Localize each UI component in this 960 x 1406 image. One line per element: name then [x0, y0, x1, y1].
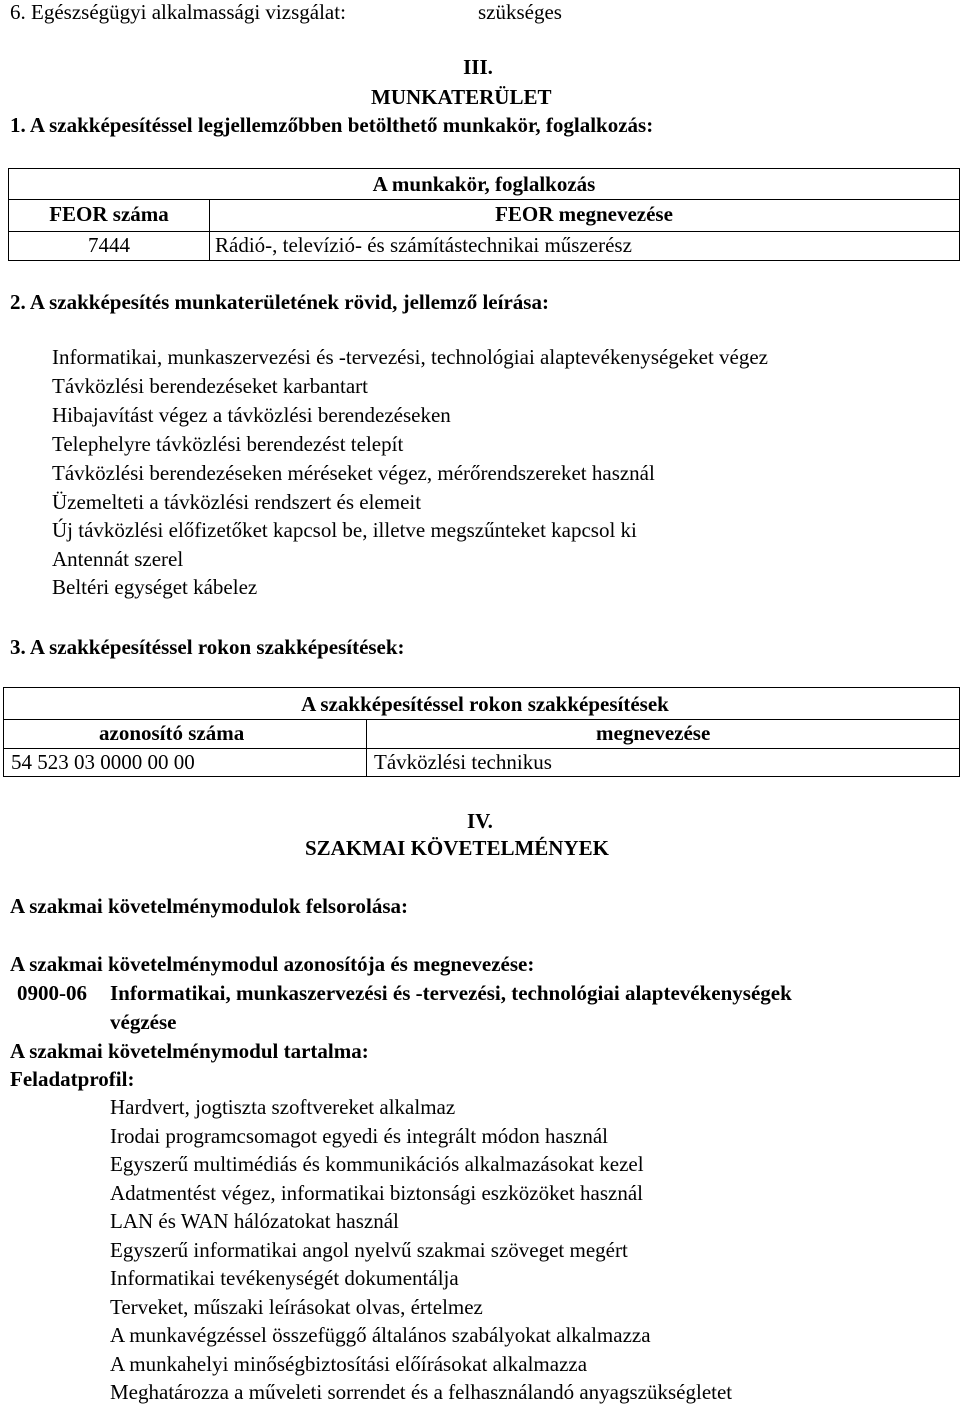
task-item: Egyszerű informatikai angol nyelvű szakmai szöveget megért [110, 1238, 628, 1262]
module-content-heading: A szakmai követelménymodul tartalma: [10, 1039, 369, 1063]
feor-name-cell: Rádió-, televízió- és számítástechnikai műszerész [215, 233, 632, 257]
section-6-value: szükséges [478, 0, 562, 24]
modules-list-heading: A szakmai követelménymodulok felsorolása: [10, 894, 409, 918]
table-divider [9, 231, 959, 232]
section-iii-numeral: III. [463, 55, 493, 79]
task-profile-heading: Feladatprofil: [10, 1067, 135, 1091]
task-item: Adatmentést végez, informatikai biztonsági eszközöket használ [110, 1181, 643, 1205]
table-divider [4, 748, 959, 749]
task-item: Egyszerű multimédiás és kommunikációs alkalmazásokat kezel [110, 1152, 644, 1176]
task-item: A munkahelyi minőségbiztosítási előírásokat alkalmazza [110, 1352, 588, 1376]
occupation-table-title: A munkakör, foglalkozás [372, 172, 596, 196]
related-qualifications-table [3, 687, 960, 777]
task-item: Meghatározza a műveleti sorrendet és a felhasználandó anyagszükségletet [110, 1380, 733, 1404]
section-iii-title: MUNKATERÜLET [371, 85, 552, 109]
work-area-line: Telephelyre távközlési berendezést telepít [52, 432, 404, 456]
module-id-heading: A szakmai követelménymodul azonosítója és megnevezése: [10, 952, 535, 976]
qualification-id-header: azonosító száma [99, 721, 245, 745]
work-area-line: Beltéri egységet kábelez [52, 575, 258, 599]
work-area-line: Üzemelteti a távközlési rendszert és elemeit [52, 490, 422, 514]
module-name: Informatikai, munkaszervezési és -tervezési, technológiai alaptevékenységek [110, 981, 792, 1005]
module-name-continued: végzése [110, 1010, 177, 1034]
item-1-heading: 1. A szakképesítéssel legjellemzőbben betölthető munkakör, foglalkozás: [10, 113, 654, 137]
feor-name-header: FEOR megnevezése [495, 202, 673, 226]
task-item: Terveket, műszaki leírásokat olvas, értelmez [110, 1295, 483, 1319]
related-table-title: A szakképesítéssel rokon szakképesítések [301, 692, 669, 716]
work-area-line: Hibajavítást végez a távközlési berendezéseken [52, 403, 451, 427]
item-2-heading: 2. A szakképesítés munkaterületének rövid, jellemző leírása: [10, 290, 549, 314]
work-area-line: Új távközlési előfizetőket kapcsol be, illetve megszűnteket kapcsol ki [52, 518, 637, 542]
task-item: LAN és WAN hálózatokat használ [110, 1209, 399, 1233]
qualification-name-cell: Távközlési technikus [374, 750, 552, 774]
table-divider [366, 719, 367, 776]
table-divider [4, 719, 959, 720]
task-item: A munkavégzéssel összefüggő általános szabályokat alkalmazza [110, 1323, 651, 1347]
table-divider [9, 199, 959, 200]
qualification-name-header: megnevezése [596, 721, 711, 745]
task-item: Informatikai tevékenységét dokumentálja [110, 1266, 459, 1290]
feor-code-cell: 7444 [88, 233, 130, 257]
work-area-line: Távközlési berendezéseket karbantart [52, 374, 368, 398]
occupation-table [8, 168, 960, 261]
section-iv-title: SZAKMAI KÖVETELMÉNYEK [305, 836, 609, 860]
work-area-line: Távközlési berendezéseken méréseket végez, mérőrendszereket használ [52, 461, 655, 485]
qualification-id-cell: 54 523 03 0000 00 00 [11, 750, 195, 774]
task-item: Hardvert, jogtiszta szoftvereket alkalmaz [110, 1095, 456, 1119]
section-6-label: 6. Egészségügyi alkalmassági vizsgálat: [10, 0, 346, 24]
task-item: Irodai programcsomagot egyedi és integrált módon használ [110, 1124, 609, 1148]
module-code: 0900-06 [17, 981, 87, 1005]
section-iv-numeral: IV. [467, 809, 493, 833]
work-area-line: Antennát szerel [52, 547, 184, 571]
feor-code-header: FEOR száma [49, 202, 169, 226]
item-3-heading: 3. A szakképesítéssel rokon szakképesítések: [10, 635, 405, 659]
work-area-line: Informatikai, munkaszervezési és -tervezési, technológiai alaptevékenységeket végez [52, 345, 768, 369]
